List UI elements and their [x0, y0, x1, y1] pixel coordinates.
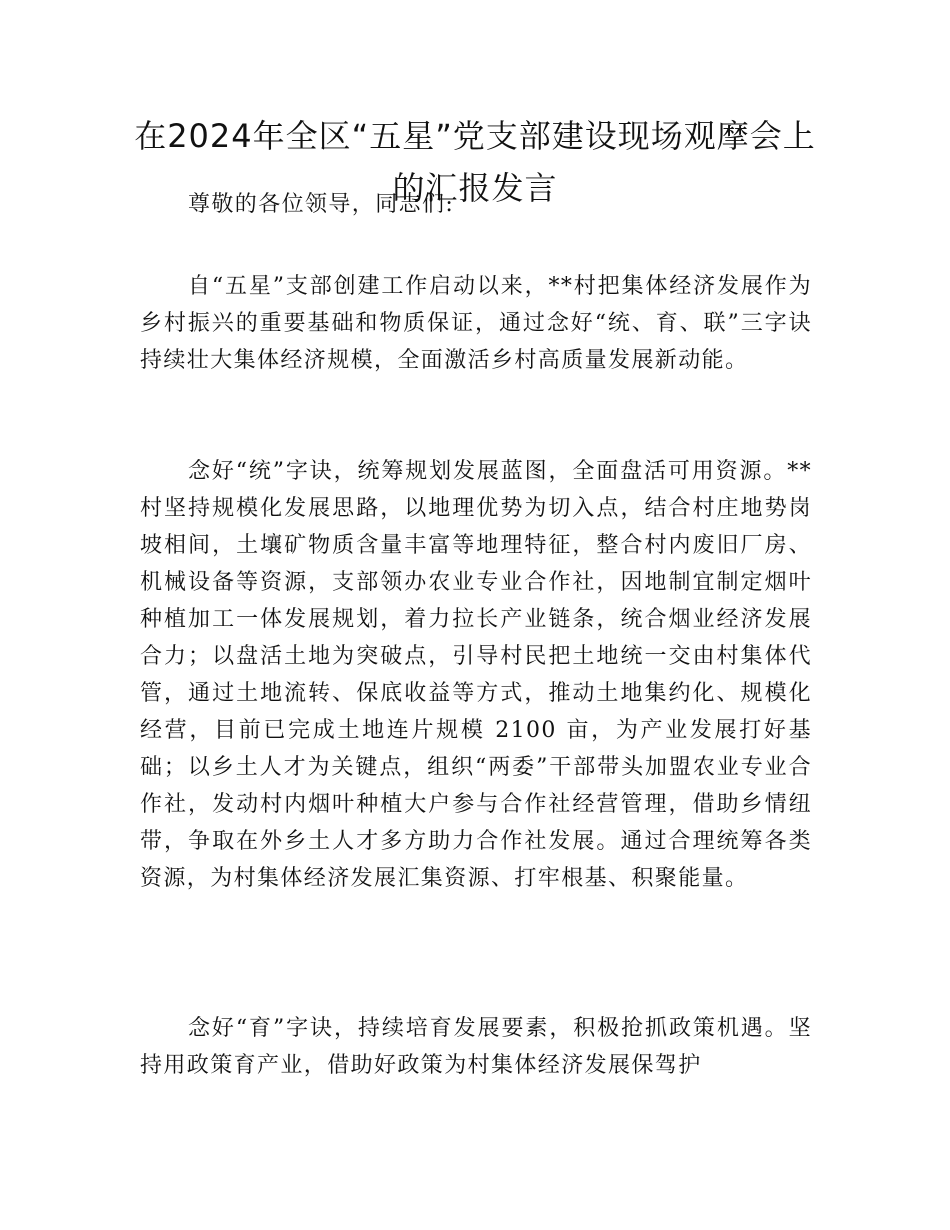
paragraph-3: 念好“育”字诀，持续培育发展要素，积极抢抓政策机遇。坚持用政策育产业，借助好政策为村集体经济发展保驾护 [140, 1016, 812, 1078]
paragraph-1: 自“五星”支部创建工作启动以来，**村把集体经济发展作为乡村振兴的重要基础和物质保证，通过念好“统、育、联”三字诀持续壮大集体经济规模，全面激活乡村高质量发展新动能。 [140, 274, 812, 373]
document-title: 在2024年全区“五星”党支部建设现场观摩会上的汇报发言 [134, 117, 816, 207]
paragraph-2: 念好“统”字诀，统筹规划发展蓝图，全面盘活可用资源。**村坚持规模化发展思路，以地理优势为切入点，结合村庄地势岗坡相间，土壤矿物质含量丰富等地理特征，整合村内废旧厂房、机械设备等资源，支部领办农业专业合作社，因地制宜制定烟叶种植加工一体发展规划，着力拉长产业链条，统合烟业经济发展合力；以盘活土地为突破点，引导村民把土地统一交由村集体代管，通过土地流转、保底收益等方式，推动土地集约化、规模化经营，目前已完成土地连片规模 2100 亩，为产业发展打好基础；以乡土人才为关键点，组织“两委”干部带头加盟农业专业合作社，发动村内烟叶种植大户参与合作社经营管理，借助乡情纽带，争取在外乡土人才多方助力合作社发展。通过合理统筹各类资源，为村集体经济发展汇集资源、打牢根基、积聚能量。 [140, 459, 812, 891]
salutation: 尊敬的各位领导，同志们: [188, 192, 455, 217]
